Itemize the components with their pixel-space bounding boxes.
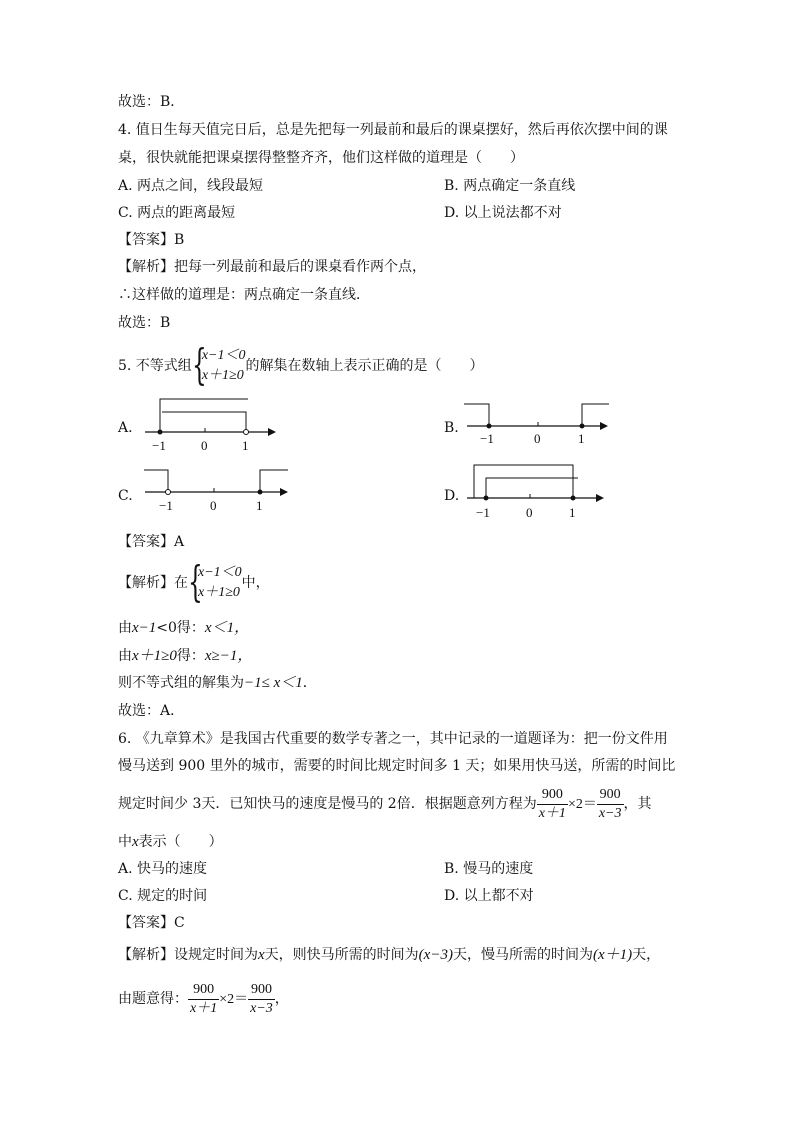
variable: x xyxy=(132,834,139,850)
q5-label-a: A. xyxy=(118,420,133,436)
q6-option-a: A. 快马的速度 xyxy=(118,861,208,877)
q5-analysis xyxy=(118,557,270,606)
fraction xyxy=(188,981,219,1018)
q5-numberline-c xyxy=(140,466,292,516)
closed-dot xyxy=(258,490,263,495)
denominator: x＋1 xyxy=(190,1000,218,1016)
range-bracket xyxy=(162,412,246,432)
q4-analysis-line1 xyxy=(118,257,426,277)
analysis-text: 天，则快马所需的时间为 xyxy=(264,947,419,963)
analysis-text: 把每一列最前和最后的课桌看作两个点， xyxy=(174,259,426,275)
q5-label-b: B. xyxy=(444,420,459,436)
step-expr: x＋1≥0 xyxy=(132,648,177,664)
q5-label-d: D. xyxy=(444,488,460,504)
analysis-text: 由题意得： xyxy=(118,991,188,1007)
brace-icon: { xyxy=(188,557,203,606)
q5-step3 xyxy=(118,673,317,693)
operator: ×2＝ xyxy=(567,797,597,812)
q5-ineq1: x−1＜0 xyxy=(198,565,242,580)
tick-label: 1 xyxy=(569,505,576,520)
q5-ineq1: x−1＜0 xyxy=(201,348,246,363)
q5-stem-suffix: 的解集在数轴上表示正确的是（ ） xyxy=(245,358,484,374)
arrow-icon xyxy=(268,428,276,436)
q6-stem-line3 xyxy=(118,783,652,826)
range-bracket xyxy=(486,478,578,498)
expr: (x＋1) xyxy=(592,947,633,963)
tick-label: 0 xyxy=(534,431,541,446)
tick-label: −1 xyxy=(159,498,173,513)
q4-option-a: A. 两点之间，线段最短 xyxy=(118,178,264,194)
tick-label: 0 xyxy=(201,438,208,453)
analysis-label: 【解析】 xyxy=(118,259,174,275)
fraction xyxy=(537,786,568,823)
range-bracket xyxy=(260,470,288,492)
answer-label: 【答案】 xyxy=(118,534,174,550)
q4-conclusion: 故选：B xyxy=(118,315,171,331)
open-dot xyxy=(166,490,171,495)
tick-label: −1 xyxy=(480,431,494,446)
closed-dot xyxy=(158,430,163,435)
q6-option-b: B. 慢马的速度 xyxy=(444,861,534,877)
q5-inequality-system xyxy=(191,340,246,389)
analysis-label: 【解析】 xyxy=(118,575,174,591)
q4-analysis-line2: ∴这样做的道理是：两点确定一条直线． xyxy=(118,287,370,303)
range-bracket xyxy=(160,399,248,432)
q6-stem-line1: 6. 《九章算术》是我国古代重要的数学专著之一，其中记录的一道题译为：把一份文件用 xyxy=(118,731,668,747)
step-result: x＜1， xyxy=(204,620,250,636)
q4-option-d: D. 以上说法都不对 xyxy=(444,205,562,221)
stem-text: 规定时间少 3天．已知快马的速度是慢马的 2倍．根据题意列方程为 xyxy=(118,796,537,812)
closed-dot xyxy=(580,424,585,429)
tick-label: 1 xyxy=(242,438,249,453)
q6-answer xyxy=(118,913,185,933)
analysis-text: 天，慢马所需的时间为 xyxy=(452,947,593,963)
fraction xyxy=(597,786,624,823)
step-text: 由 xyxy=(118,620,132,636)
q5-ineq2: x＋1≥0 xyxy=(201,368,244,383)
q6-analysis-line1 xyxy=(118,945,660,965)
step-text: <0得： xyxy=(156,620,205,636)
arrow-icon xyxy=(600,422,608,430)
q6-stem-line2: 慢马送到 900 里外的城市，需要的时间比规定时间多 1 天；如果用快马送，所需的时间比 xyxy=(118,758,676,774)
brace-icon: { xyxy=(191,340,207,389)
q6-option-d: D. 以上都不对 xyxy=(444,888,534,904)
analysis-text: 天， xyxy=(632,947,661,963)
denominator: x＋1 xyxy=(538,805,566,821)
denominator: x−3 xyxy=(598,805,622,821)
tick-label: 1 xyxy=(578,431,585,446)
analysis-text: 设规定时间为 xyxy=(174,947,258,963)
open-dot xyxy=(244,430,249,435)
closed-dot xyxy=(487,424,492,429)
expr: (x−3) xyxy=(418,947,453,963)
q5-conclusion: 故选：A． xyxy=(118,703,185,719)
answer-label: 【答案】 xyxy=(118,232,174,248)
analysis-label: 【解析】 xyxy=(118,947,174,963)
step-expr: x−1 xyxy=(132,620,157,636)
arrow-icon xyxy=(596,494,604,502)
q5-analysis-system xyxy=(188,557,242,606)
arrow-icon xyxy=(280,488,288,496)
analysis-pre: 在 xyxy=(174,575,188,591)
stem-text: 中 xyxy=(118,834,132,850)
answer-label: 【答案】 xyxy=(118,915,174,931)
step-text: 得： xyxy=(176,648,205,664)
q5-answer xyxy=(118,532,184,552)
answer-value: A xyxy=(174,534,185,550)
q4-stem-line1: 4. 值日生每天值完日后，总是先把每一列最前和最后的课桌摆好，然后再依次摆中间的课 xyxy=(118,122,668,138)
q6-option-c: C. 规定的时间 xyxy=(118,888,208,904)
step-text: 则不等式组的解集为 xyxy=(118,675,244,691)
analysis-text: ， xyxy=(274,991,289,1007)
step-text: ． xyxy=(302,675,317,691)
numerator: 900 xyxy=(188,981,219,1000)
analysis-post: 中， xyxy=(241,575,270,591)
operator: ×2＝ xyxy=(219,992,249,1007)
step-result: x≥−1， xyxy=(204,648,253,664)
q4-answer xyxy=(118,230,184,250)
fraction xyxy=(248,981,275,1018)
q5-numberline-d xyxy=(462,460,608,522)
stem-text: 表示（ ） xyxy=(138,834,223,850)
q4-option-b: B. 两点确定一条直线 xyxy=(444,178,576,194)
numerator: 900 xyxy=(597,786,624,805)
q5-stem-prefix: 5. 不等式组 xyxy=(118,358,192,374)
tick-label: 1 xyxy=(256,498,263,513)
q5-step2 xyxy=(118,646,252,666)
q5-numberline-a xyxy=(140,396,280,456)
q6-analysis-line2 xyxy=(118,978,289,1021)
variable: x xyxy=(258,947,265,963)
closed-dot xyxy=(571,496,576,501)
tick-label: −1 xyxy=(476,505,490,520)
q5-stem xyxy=(118,340,484,389)
q3-conclusion: 故选：B． xyxy=(118,94,185,110)
tick-label: 0 xyxy=(210,498,217,513)
step-result: −1≤ x＜1 xyxy=(244,675,303,691)
q6-stem-line4 xyxy=(118,832,223,852)
range-bracket xyxy=(144,470,168,492)
q4-option-c: C. 两点的距离最短 xyxy=(118,205,236,221)
numerator: 900 xyxy=(537,786,568,805)
q5-ineq2: x＋1≥0 xyxy=(198,585,240,600)
tick-label: 0 xyxy=(526,505,533,520)
range-bracket xyxy=(582,404,609,426)
closed-dot xyxy=(484,496,489,501)
denominator: x−3 xyxy=(250,1000,273,1016)
q4-stem-line2: 桌，很快就能把课桌摆得整整齐齐，他们这样做的道理是（ ） xyxy=(118,150,524,166)
range-bracket xyxy=(464,404,489,426)
numerator: 900 xyxy=(248,981,275,1000)
q5-step1 xyxy=(118,618,249,638)
q5-numberline-b xyxy=(462,398,612,448)
tick-label: −1 xyxy=(152,438,166,453)
range-bracket xyxy=(474,465,573,498)
answer-value: C xyxy=(174,915,185,931)
stem-text: ，其 xyxy=(623,796,652,812)
q5-label-c: C. xyxy=(118,488,133,504)
answer-value: B xyxy=(174,232,185,248)
step-text: 由 xyxy=(118,648,132,664)
